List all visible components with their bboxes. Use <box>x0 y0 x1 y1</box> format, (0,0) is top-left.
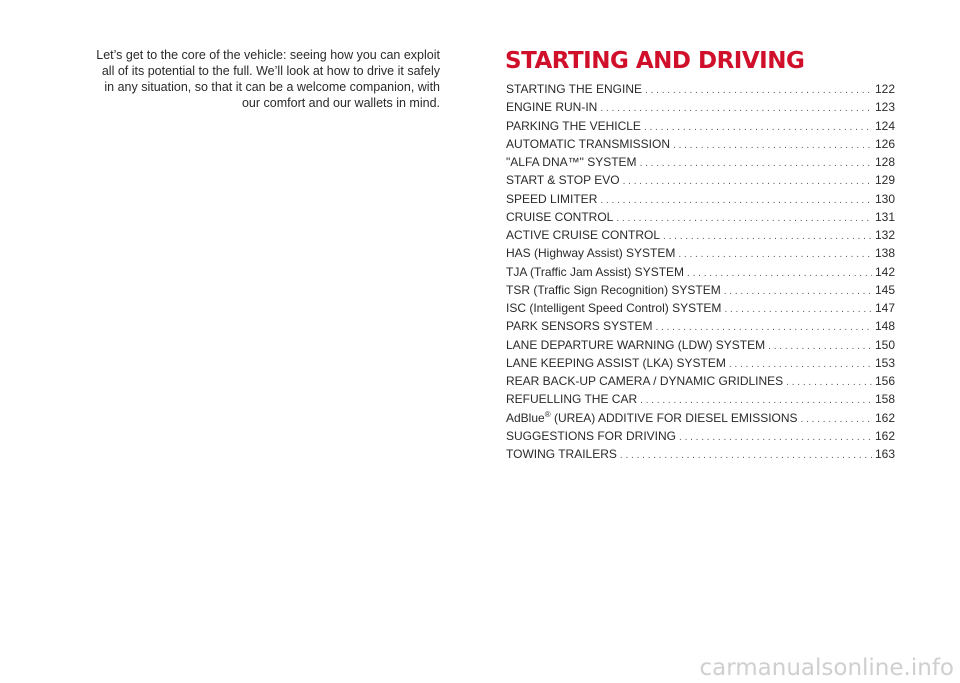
watermark: carmanualsonline.info <box>699 655 954 681</box>
toc-leader-dots <box>801 414 872 425</box>
toc-entry-page: 142 <box>874 264 895 279</box>
toc-entry-page: 153 <box>874 355 895 370</box>
toc-entry[interactable] <box>506 246 895 264</box>
toc-entry[interactable] <box>506 210 895 228</box>
toc-entry[interactable] <box>506 173 895 191</box>
toc-leader-dots <box>645 85 872 96</box>
toc-entry-label: REAR BACK-UP CAMERA / DYNAMIC GRIDLINES <box>506 374 784 388</box>
toc-entry-label: SPEED LIMITER <box>506 191 598 206</box>
toc-entry[interactable] <box>506 100 895 118</box>
toc-entry[interactable] <box>506 137 895 155</box>
toc-entry-page: 132 <box>874 228 895 242</box>
toc-leader-dots <box>620 450 872 461</box>
toc-leader-dots <box>673 140 872 151</box>
toc-entry-page: 130 <box>874 191 895 206</box>
toc-entry-page: 124 <box>874 118 895 133</box>
toc-entry[interactable] <box>506 319 895 337</box>
toc-leader-dots <box>768 341 872 352</box>
toc-entry[interactable] <box>506 265 895 283</box>
toc-entry-page: 122 <box>874 82 895 96</box>
toc-entry-label: SUGGESTIONS FOR DRIVING <box>506 428 677 443</box>
toc-entry[interactable] <box>506 192 895 210</box>
toc-leader-dots <box>616 213 872 224</box>
toc-entry-page: 162 <box>874 410 895 425</box>
toc-entry-page: 158 <box>874 392 895 407</box>
toc-entry-page: 126 <box>874 136 895 151</box>
toc-entry-label: LANE KEEPING ASSIST (LKA) SYSTEM <box>506 355 726 370</box>
toc-entry-label: LANE DEPARTURE WARNING (LDW) SYSTEM <box>506 337 766 352</box>
toc-leader-dots <box>663 231 872 242</box>
toc-entry-label: STARTING THE ENGINE <box>506 82 643 96</box>
toc-entry-page: 138 <box>874 246 895 261</box>
toc-leader-dots <box>786 377 872 388</box>
toc-entry-page: 131 <box>874 209 895 224</box>
toc-entry-label: HAS (Highway Assist) SYSTEM <box>506 246 676 261</box>
toc-entry-label: ISC (Intelligent Speed Control) SYSTEM <box>506 301 722 315</box>
toc-entry[interactable] <box>506 119 895 137</box>
toc-entry-label: REFUELLING THE CAR <box>506 392 638 407</box>
toc-entry-label: ACTIVE CRUISE CONTROL <box>506 228 661 242</box>
toc-entry-label: PARK SENSORS SYSTEM <box>506 319 653 334</box>
toc-entry[interactable] <box>506 82 895 100</box>
toc-entry[interactable] <box>506 356 895 374</box>
toc-entry[interactable] <box>506 228 895 246</box>
toc-entry-label: ENGINE RUN-IN <box>506 100 598 115</box>
section-title: STARTING AND DRIVING <box>505 48 805 74</box>
toc-entry[interactable] <box>506 283 895 301</box>
toc-entry-page: 129 <box>874 173 895 188</box>
toc-entry[interactable] <box>506 338 895 356</box>
toc-leader-dots <box>679 432 872 443</box>
toc-leader-dots <box>640 158 872 169</box>
toc-entry-page: 145 <box>874 282 895 297</box>
toc-entry[interactable] <box>506 411 895 429</box>
intro-line: all of its potential to the full. We’ll look at how to drive it safely <box>101 64 440 78</box>
toc-entry-page: 156 <box>874 374 895 388</box>
toc-entry-label: START & STOP EVO <box>506 173 620 188</box>
toc-entry[interactable] <box>506 447 895 465</box>
toc-leader-dots <box>644 122 872 133</box>
toc-leader-dots <box>678 249 872 260</box>
toc-entry[interactable] <box>506 429 895 447</box>
toc-leader-dots <box>623 176 872 187</box>
toc-entry-label: TJA (Traffic Jam Assist) SYSTEM <box>506 264 685 279</box>
toc-leader-dots <box>600 103 872 114</box>
toc-entry-label: AUTOMATIC TRANSMISSION <box>506 136 671 151</box>
intro-line: in any situation, so that it can be a welcome companion, with <box>104 80 440 94</box>
toc-entry-label: AdBlue® (UREA) ADDITIVE FOR DIESEL EMISSIONS <box>506 409 798 425</box>
table-of-contents <box>506 82 895 465</box>
toc-entry[interactable] <box>506 155 895 173</box>
toc-entry[interactable] <box>506 392 895 410</box>
intro-line: Let’s get to the core of the vehicle: seeing how you can exploit <box>96 48 440 62</box>
toc-entry-page: 147 <box>874 301 895 315</box>
toc-entry-page: 150 <box>874 337 895 352</box>
toc-entry-page: 128 <box>874 155 895 169</box>
toc-entry-page: 163 <box>874 447 895 461</box>
intro-paragraph <box>60 47 440 111</box>
toc-entry-page: 148 <box>874 319 895 334</box>
toc-leader-dots <box>724 304 872 315</box>
toc-leader-dots <box>729 359 872 370</box>
toc-entry-page: 123 <box>874 100 895 115</box>
toc-leader-dots <box>655 322 871 333</box>
toc-leader-dots <box>724 286 872 297</box>
toc-entry-label: TOWING TRAILERS <box>506 447 617 461</box>
toc-leader-dots <box>640 395 872 406</box>
toc-leader-dots <box>600 195 872 206</box>
toc-entry-page: 162 <box>874 428 895 443</box>
toc-leader-dots <box>687 268 872 279</box>
toc-entry-label: TSR (Traffic Sign Recognition) SYSTEM <box>506 282 721 297</box>
toc-entry-label: PARKING THE VEHICLE <box>506 118 641 133</box>
toc-entry[interactable] <box>506 374 895 392</box>
toc-entry[interactable] <box>506 301 895 319</box>
toc-entry-label: "ALFA DNA™" SYSTEM <box>506 155 637 169</box>
intro-line: our comfort and our wallets in mind. <box>241 96 440 110</box>
toc-entry-label: CRUISE CONTROL <box>506 209 614 224</box>
